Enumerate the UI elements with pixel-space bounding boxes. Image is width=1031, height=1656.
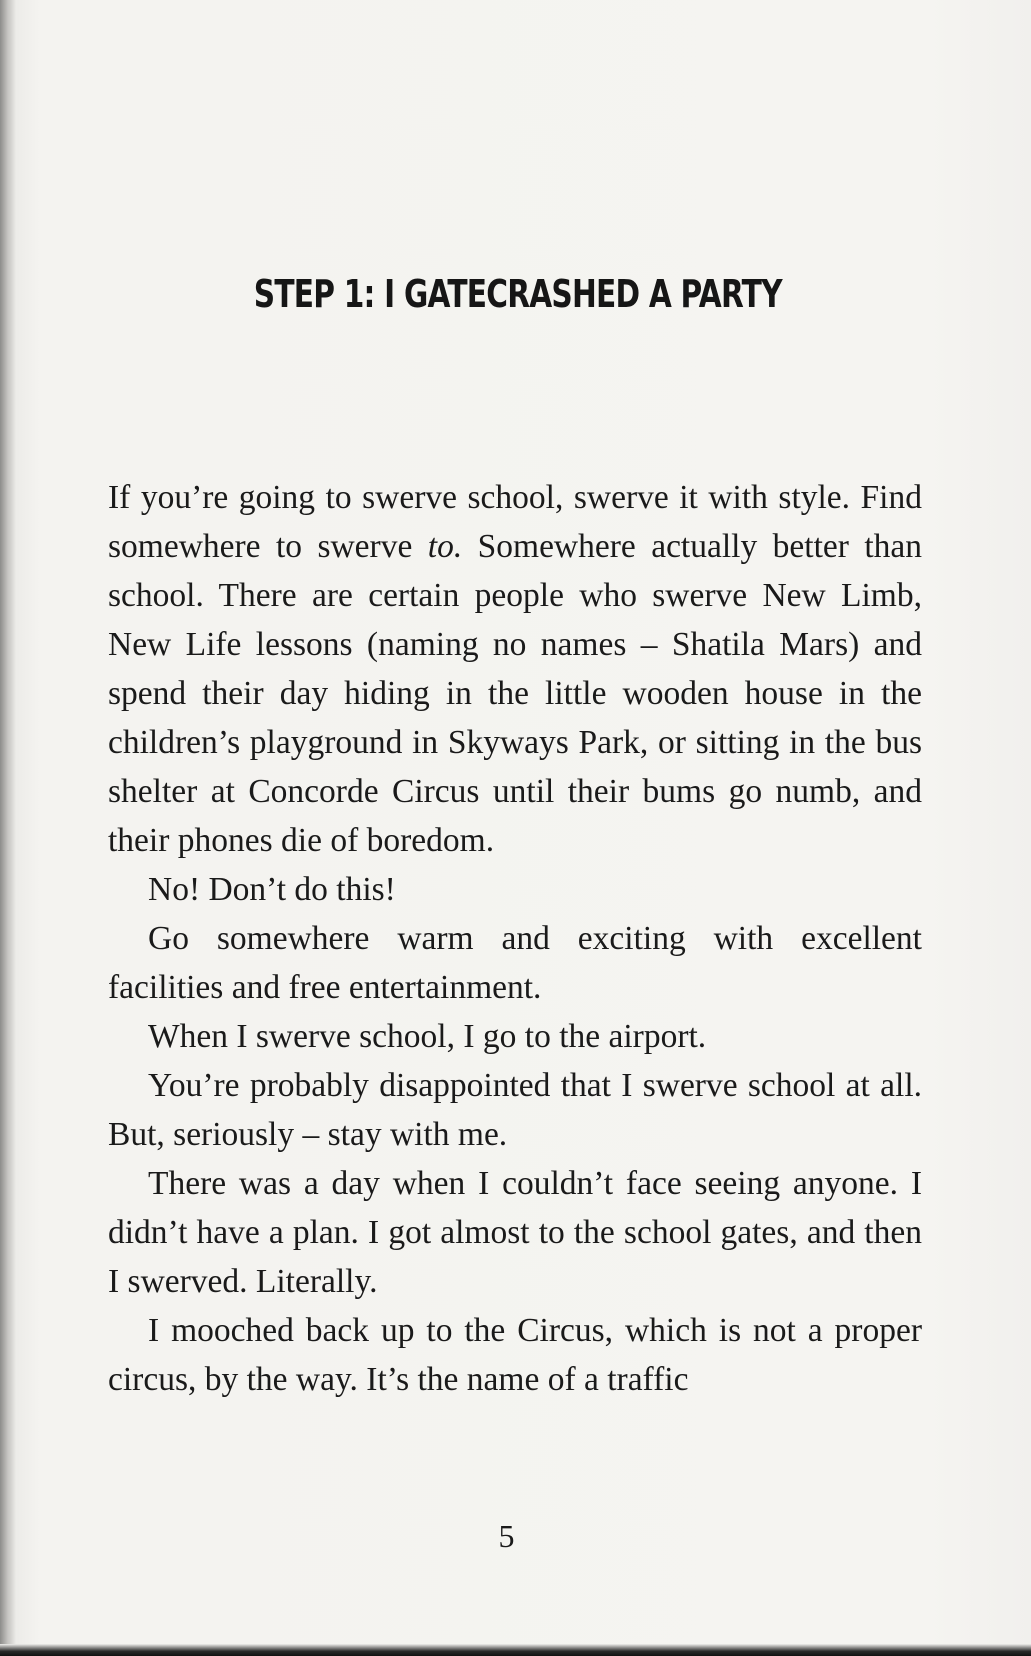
paragraph-1-after: Somewhere actually better than school. There are certain people who swerve New Limb, New Life lessons (naming no names – Shatila Mars) and spend their day hiding in the little wooden house in the children’s playground in Skyways Park, or sitting in the bus shelter at Concorde Circus until their bums go numb, and their phones die of boredom. (108, 528, 923, 859)
paragraph-1-before: If you’re going to swerve school, swerve it with style. Find somewhere to swerve (108, 479, 922, 565)
page-number: 5 (498, 1518, 515, 1554)
paragraph-1-emphasis: to. (427, 528, 463, 565)
paragraph-3: Go somewhere warm and exciting with excellent facilities and free entertainment. (108, 920, 922, 1006)
page-bottom-edge (0, 1644, 1031, 1656)
paragraph-2: No! Don’t do this! (148, 871, 396, 908)
paragraph-5: You’re probably disappointed that I swerve school at all. But, seriously – stay with me. (108, 1067, 922, 1153)
spine-shadow (0, 0, 16, 1656)
paragraph-1 (108, 473, 922, 865)
body-text (108, 473, 922, 1404)
paragraph-6: There was a day when I couldn’t face seeing anyone. I didn’t have a plan. I got almost to the school gates, and then I swerved. Literally. (108, 1165, 922, 1300)
paragraph-7: I mooched back up to the Circus, which is not a proper circus, by the way. It’s the name of a traffic (108, 1312, 922, 1398)
chapter-title: STEP 1: I GATECRASHED A PARTY (253, 272, 782, 316)
paragraph-4: When I swerve school, I go to the airport. (148, 1018, 707, 1055)
